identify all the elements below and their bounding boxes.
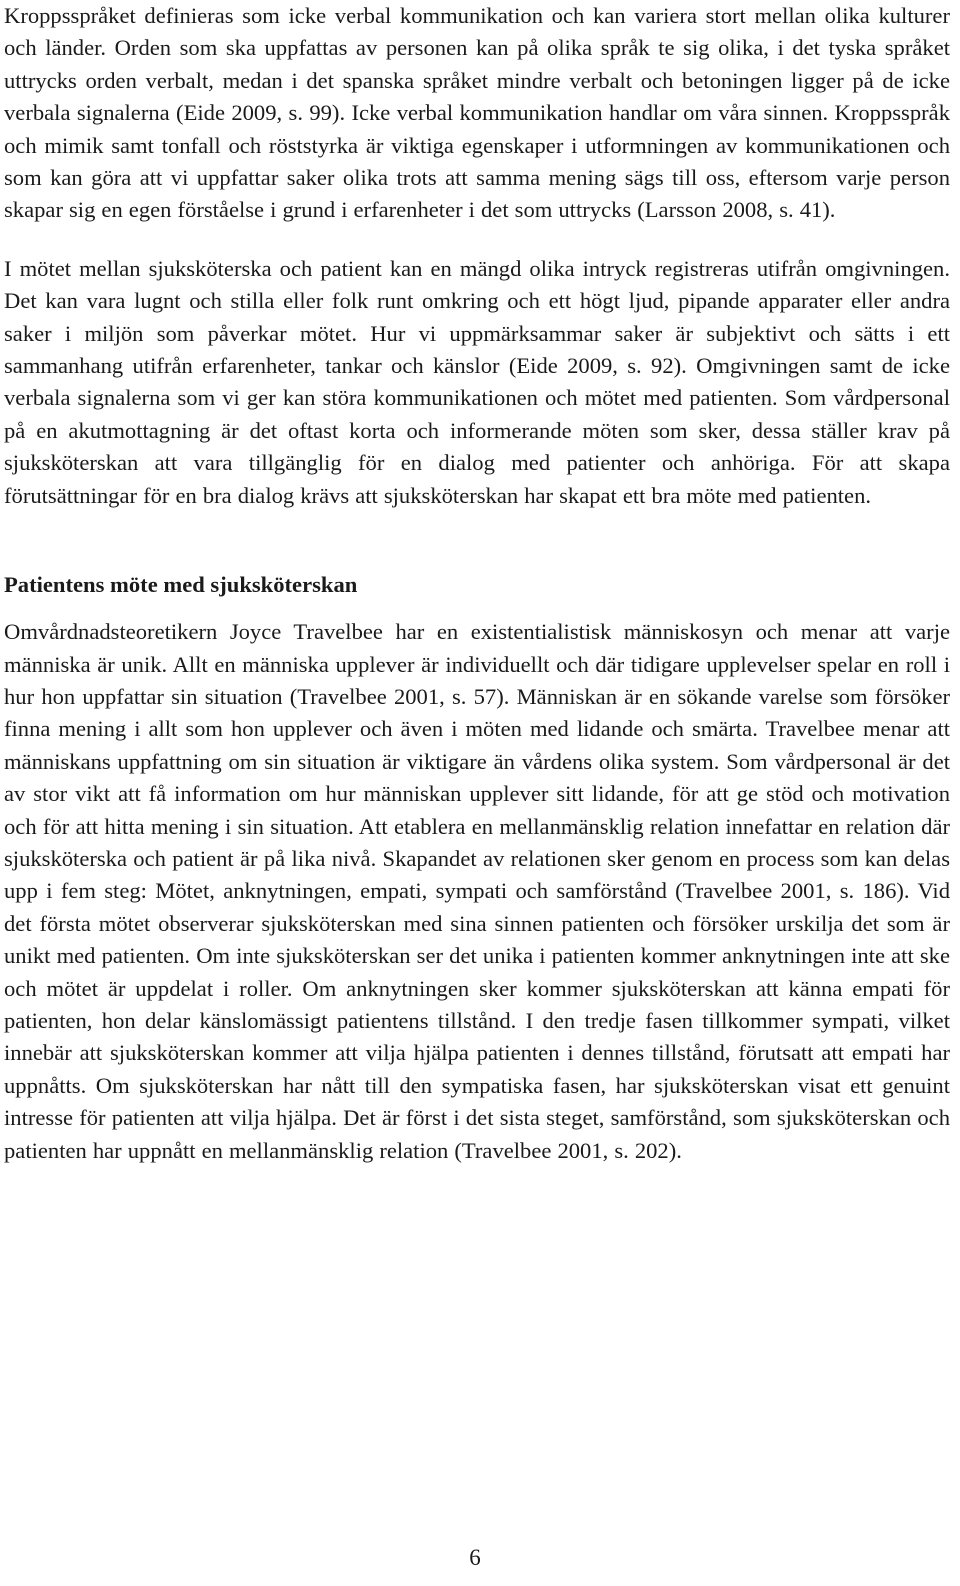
paragraph-travelbee: Omvårdnadsteoretikern Joyce Travelbee har en existentialistisk människosyn och menar att varje människa är unik. Allt en människa upplever är individuellt och där tidigare upplevelser spelar en roll i hur hon uppfattar sin situation (Travelbee 2001, s. 57). Människan är en sökande varelse som försöker finna mening i allt som hon upplever och även i möten med lidande och smärta. Travelbee menar att människans uppfattning om sin situation är viktigare än vårdens olika system. Som vårdpersonal är det av stor vikt att få information om hur människan upplever sitt lidande, för att ge stöd och motivation och för att hitta mening i sin situation. Att etablera en mellanmänsklig relation innefattar en relation där sjuksköterska och patient är på lika nivå. Skapandet av relationen sker genom en process som kan delas upp i fem steg: Mötet, anknytningen, empati, sympati och samförstånd (Travelbee 2001, s. 186). Vid det första mötet observerar sjuksköterskan med sina sinnen patienten och försöker urskilja det som är unikt med patienten. Om inte sjuksköterskan ser det unika i patienten kommer anknytningen inte att ske och mötet är uppdelat i roller. Om anknytningen sker kommer sjuksköterskan att känna empati för patienten, hon delar känslomässigt patientens tillstånd. I den tredje fasen tillkommer sympati, vilket innebär att sjuksköterskan kommer att vilja hjälpa patienten i dennes tillstånd, förutsatt att empati har uppnåtts. Om sjuksköterskan har nått till den sympatiska fasen, har sjuksköterskan visat ett genuint intresse för patienten att vilja hjälpa. Det är först i det sista steget, samförstånd, som sjuksköterskan och patienten har uppnått en mellanmänsklig relation (Travelbee 2001, s. 202).: [4, 619, 950, 1163]
page-number: 6: [469, 1545, 481, 1570]
page-content: [4, 0, 950, 1167]
paragraph-body-language: Kroppsspråket definieras som icke verbal kommunikation och kan variera stort mellan olika kulturer och länder. Orden som ska uppfattas av personen kan på olika språk te sig olika, i det tyska språket uttrycks orden verbalt, medan i det spanska språket mindre verbalt och betoningen ligger på de icke verbala signalerna (Eide 2009, s. 99). Icke verbal kommunikation handlar om våra sinnen. Kroppsspråk och mimik samt tonfall och röststyrka är viktiga egenskaper i utformningen av kommunikationen och som kan göra att vi uppfattar saker olika trots att samma mening sägs till oss, eftersom varje person skapar sig en egen förståelse i grund i erfarenheter i det som uttrycks (Larsson 2008, s. 41).: [4, 3, 950, 223]
section-heading: Patientens möte med sjuksköterskan: [4, 572, 358, 598]
paragraph-meeting-environment: I mötet mellan sjuksköterska och patient kan en mängd olika intryck registreras utifrån omgivningen. Det kan vara lugnt och stilla eller folk runt omkring och ett högt ljud, pipande apparater eller andra saker i miljön som påverkar mötet. Hur vi uppmärksammar saker är subjektivt och sätts i ett sammanhang utifrån erfarenheter, tankar och känslor (Eide 2009, s. 92). Omgivningen samt de icke verbala signalerna som vi ger kan störa kommunikationen och mötet med patienten. Som vårdpersonal på en akutmottagning är det oftast korta och informerande möten som sker, dessa ställer krav på sjuksköterskan att vara tillgänglig för en dialog med patienter och anhöriga. För att skapa förutsättningar för en bra dialog krävs att sjuksköterskan har skapat ett bra möte med patienten.: [4, 255, 950, 508]
